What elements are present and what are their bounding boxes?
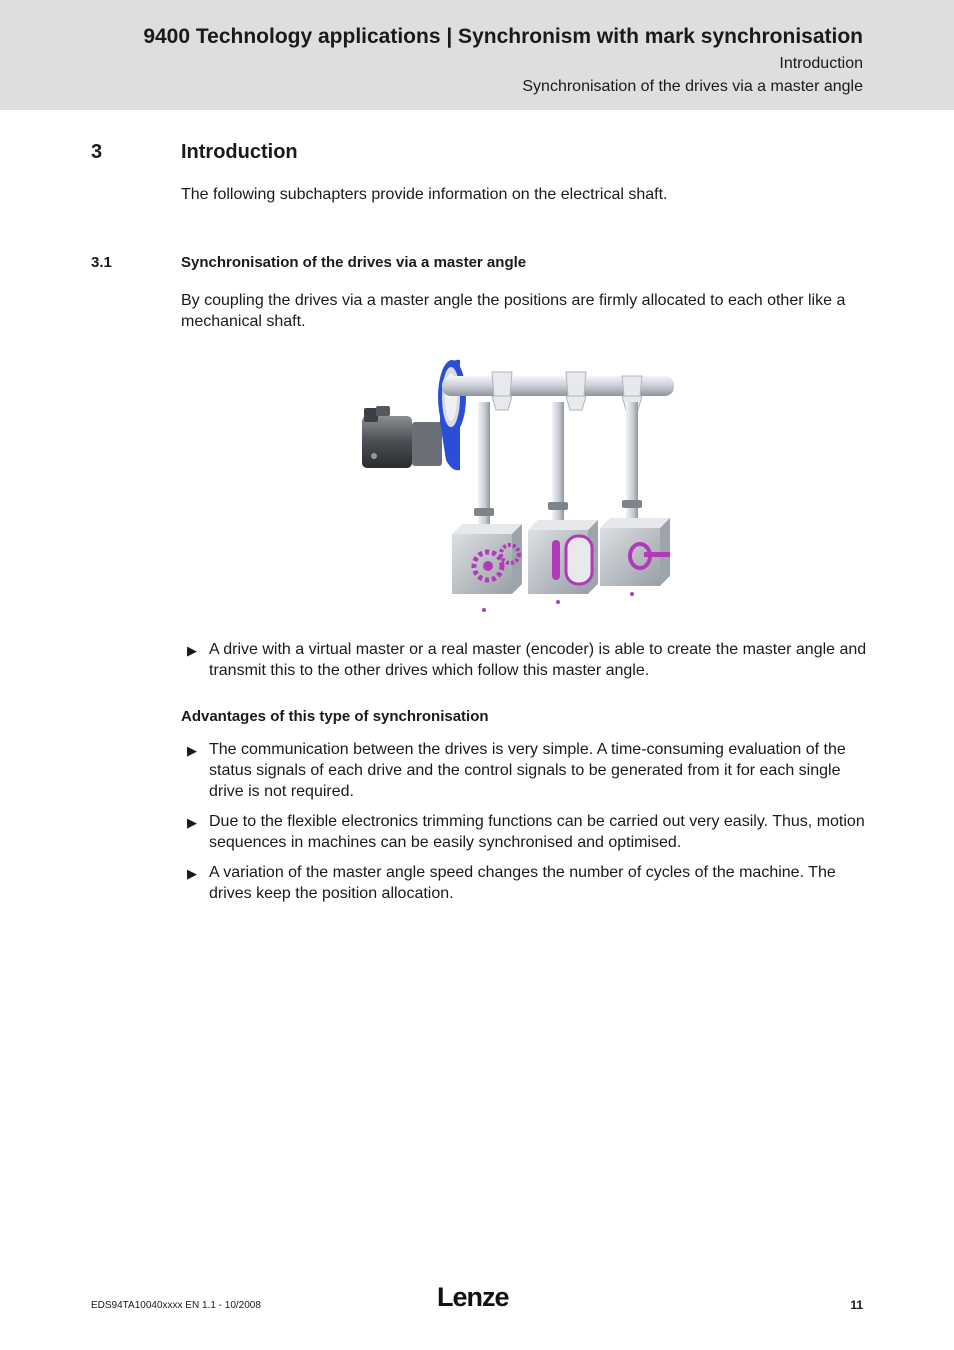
bullet-arrow-icon: ▶ [187, 743, 197, 758]
drive-shaft-diagram [352, 352, 682, 622]
gear-box-1 [452, 524, 522, 594]
section-number: 3 [91, 141, 103, 163]
page-header [0, 0, 954, 110]
bullet-text: A variation of the master angle speed changes the number of cycles of the machine. The drives keep the position allocation. [209, 864, 836, 902]
bullet-arrow-icon: ▶ [187, 643, 197, 658]
subsection-paragraph: By coupling the drives via a master angle the positions are firmly allocated to each other like a mechanical shaft. [181, 292, 846, 330]
lenze-logo: Lenze [437, 1282, 509, 1312]
header-section: Synchronisation of the drives via a master angle [522, 78, 863, 95]
subsection-number: 3.1 [91, 254, 112, 271]
advantages-heading: Advantages of this type of synchronisation [181, 708, 489, 725]
motor [362, 406, 442, 468]
gear-box-2 [528, 520, 598, 594]
footer-document-id: EDS94TA10040xxxx EN 1.1 - 10/2008 [91, 1300, 261, 1311]
gear-box-3 [600, 518, 670, 586]
page-number: 11 [850, 1298, 863, 1312]
subsection-title: Synchronisation of the drives via a master angle [181, 254, 527, 271]
bullet-arrow-icon: ▶ [187, 815, 197, 830]
header-title: 9400 Technology applications | Synchronism with mark synchronisation [143, 25, 863, 48]
synchronisation-illustration [352, 352, 682, 622]
bullet-text: A drive with a virtual master or a real master (encoder) is able to create the master angle and transmit this to the other drives which follow this master angle. [209, 641, 867, 679]
bullet-arrow-icon: ▶ [187, 866, 197, 881]
section-intro: The following subchapters provide information on the electrical shaft. [181, 186, 668, 203]
header-chapter: Introduction [779, 55, 863, 72]
bullet-item [187, 862, 867, 904]
bullet-item [187, 639, 867, 681]
bullet-text: Due to the flexible electronics trimming functions can be carried out very easily. Thus, motion sequences in machines can be easily synchronised and optimised. [209, 813, 865, 851]
bullet-text: The communication between the drives is very simple. A time-consuming evaluation of the status signals of each drive and the control signals to be generated from it for each single drive is not required. [209, 741, 846, 800]
section-title: Introduction [181, 141, 298, 163]
bullet-item [187, 739, 867, 802]
bullet-item [187, 811, 867, 853]
